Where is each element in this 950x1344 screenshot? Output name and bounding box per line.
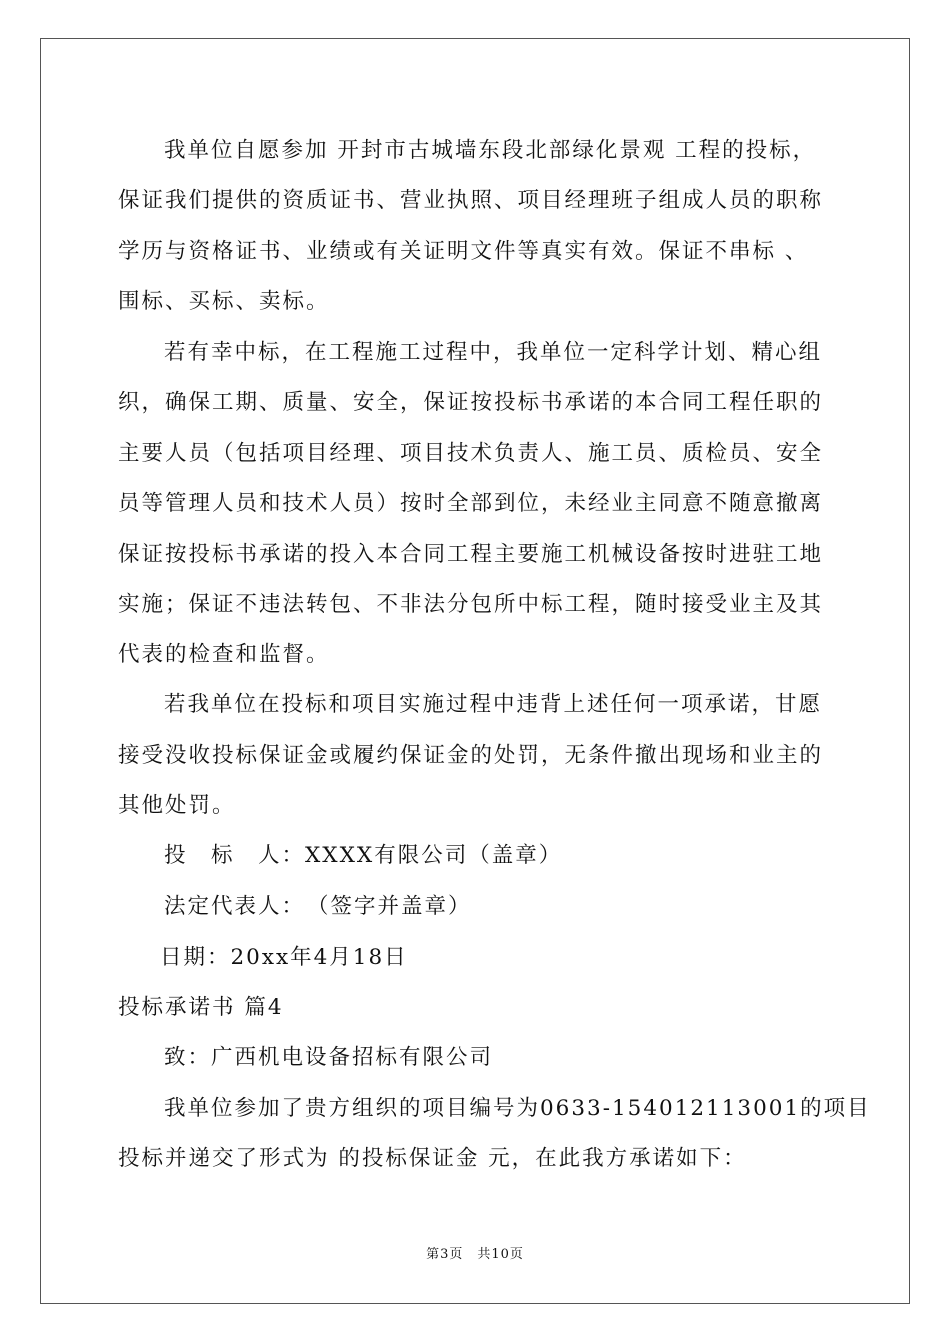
paragraph-3-line-2: 接受没收投标保证金或履约保证金的处罚，无条件撤出现场和业主的 xyxy=(118,743,824,768)
paragraph-1-line-3: 学历与资格证书、业绩或有关证明文件等真实有效。保证不串标 、 xyxy=(118,239,809,264)
bidder-line: 投 标 人：XXXX有限公司（盖章） xyxy=(164,843,563,868)
paragraph-2-line-7: 代表的检查和监督。 xyxy=(118,642,330,667)
date-line: 日期：20xx年4月18日 xyxy=(160,945,408,970)
section-heading: 投标承诺书 篇4 xyxy=(118,995,284,1020)
paragraph-2-line-4: 员等管理人员和技术人员）按时全部到位，未经业主同意不随意撤离 xyxy=(118,491,824,516)
paragraph-3-line-1: 若我单位在投标和项目实施过程中违背上述任何一项承诺，甘愿 xyxy=(164,692,823,717)
paragraph-2-line-3: 主要人员（包括项目经理、项目技术负责人、施工员、质检员、安全 xyxy=(118,441,824,466)
paragraph-4-line-2: 投标并递交了形式为 的投标保证金 元，在此我方承诺如下： xyxy=(118,1146,747,1171)
addressee-line: 致：广西机电设备招标有限公司 xyxy=(164,1045,494,1070)
paragraph-2-line-1: 若有幸中标，在工程施工过程中，我单位一定科学计划、精心组 xyxy=(164,340,823,365)
legal-representative-line: 法定代表人： （签字并盖章） xyxy=(164,894,472,919)
paragraph-2-line-5: 保证按投标书承诺的投入本合同工程主要施工机械设备按时进驻工地 xyxy=(118,542,824,567)
paragraph-1-line-4: 围标、买标、卖标。 xyxy=(118,289,330,314)
paragraph-1-line-1: 我单位自愿参加 开封市古城墙东段北部绿化景观 工程的投标， xyxy=(164,138,817,163)
paragraph-1-line-2: 保证我们提供的资质证书、营业执照、项目经理班子组成人员的职称 xyxy=(118,188,824,213)
paragraph-2-line-6: 实施；保证不违法转包、不非法分包所中标工程，随时接受业主及其 xyxy=(118,592,824,617)
paragraph-4-line-1: 我单位参加了贵方组织的项目编号为0633-154012113001的项目 xyxy=(164,1096,871,1121)
paragraph-2-line-2: 织，确保工期、质量、安全，保证按投标书承诺的本合同工程任职的 xyxy=(118,390,824,415)
paragraph-3-line-3: 其他处罚。 xyxy=(118,793,236,818)
page-number-footer: 第3页 共10页 xyxy=(426,1247,524,1262)
